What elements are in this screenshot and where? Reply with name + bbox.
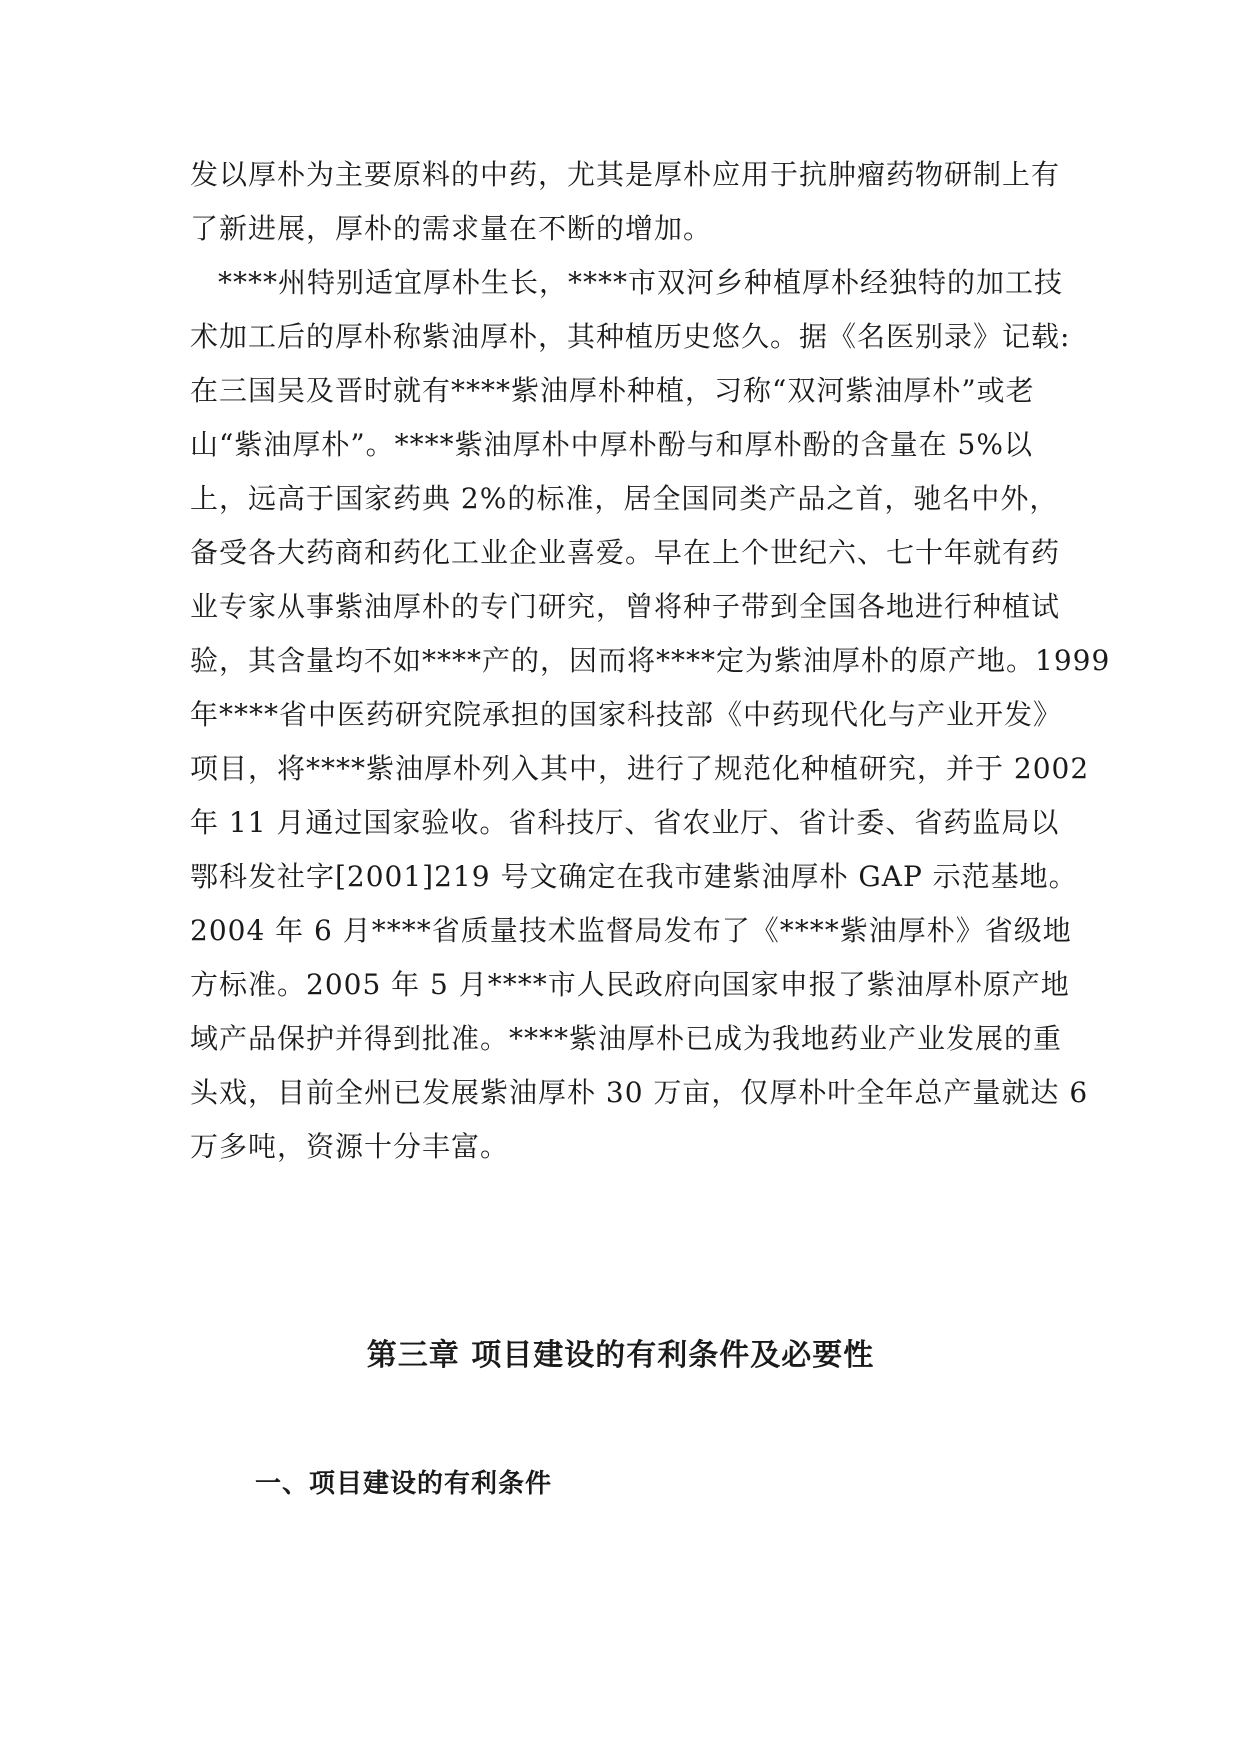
paragraph-line: 业专家从事紫油厚朴的专门研究，曾将种子带到全国各地进行种植试	[190, 590, 1061, 623]
paragraph-line: 山“紫油厚朴”。****紫油厚朴中厚朴酚与和厚朴酚的含量在 5%以	[190, 428, 1033, 461]
paragraph-line: 方标准。2005 年 5 月****市人民政府向国家申报了紫油厚朴原产地	[190, 968, 1070, 1001]
paragraph-line: ****州特别适宜厚朴生长，****市双河乡种植厚朴经独特的加工技	[218, 266, 1064, 299]
paragraph-line: 发以厚朴为主要原料的中药，尤其是厚朴应用于抗肿瘤药物研制上有	[190, 158, 1061, 191]
paragraph-line: 年****省中医药研究院承担的国家科技部《中药现代化与产业开发》	[190, 698, 1063, 731]
paragraph-line: 验，其含量均不如****产的，因而将****定为紫油厚朴的原产地。1999	[190, 644, 1111, 677]
paragraph-line: 在三国吴及晋时就有****紫油厚朴种植，习称“双河紫油厚朴”或老	[190, 374, 1035, 407]
body-paragraphs	[190, 148, 1111, 1174]
paragraph-line: 2004 年 6 月****省质量技术监督局发布了《****紫油厚朴》省级地	[190, 914, 1072, 947]
paragraph-line: 项目，将****紫油厚朴列入其中，进行了规范化种植研究，并于 2002	[190, 752, 1090, 785]
paragraph-line: 鄂科发社字[2001]219 号文确定在我市建紫油厚朴 GAP 示范基地。	[190, 860, 1078, 893]
paragraph-line: 了新进展，厚朴的需求量在不断的增加。	[190, 212, 713, 245]
paragraph-line: 万多吨，资源十分丰富。	[190, 1130, 510, 1163]
paragraph-line: 术加工后的厚朴称紫油厚朴，其种植历史悠久。据《名医别录》记载:	[190, 320, 1071, 353]
paragraph-line: 头戏，目前全州已发展紫油厚朴 30 万亩，仅厚朴叶全年总产量就达 6	[190, 1076, 1089, 1109]
paragraph-line: 年 11 月通过国家验收。省科技厅、省农业厅、省计委、省药监局以	[190, 806, 1060, 839]
paragraph-line: 备受各大药商和药化工业企业喜爱。早在上个世纪六、七十年就有药	[190, 536, 1061, 569]
paragraph-line: 上，远高于国家药典 2%的标准，居全国同类产品之首，驰名中外，	[190, 482, 1059, 515]
paragraph-line: 域产品保护并得到批准。****紫油厚朴已成为我地药业产业发展的重	[190, 1022, 1063, 1055]
chapter-title: 第三章 项目建设的有利条件及必要性	[366, 1338, 875, 1373]
section-title: 一、项目建设的有利条件	[255, 1469, 553, 1499]
